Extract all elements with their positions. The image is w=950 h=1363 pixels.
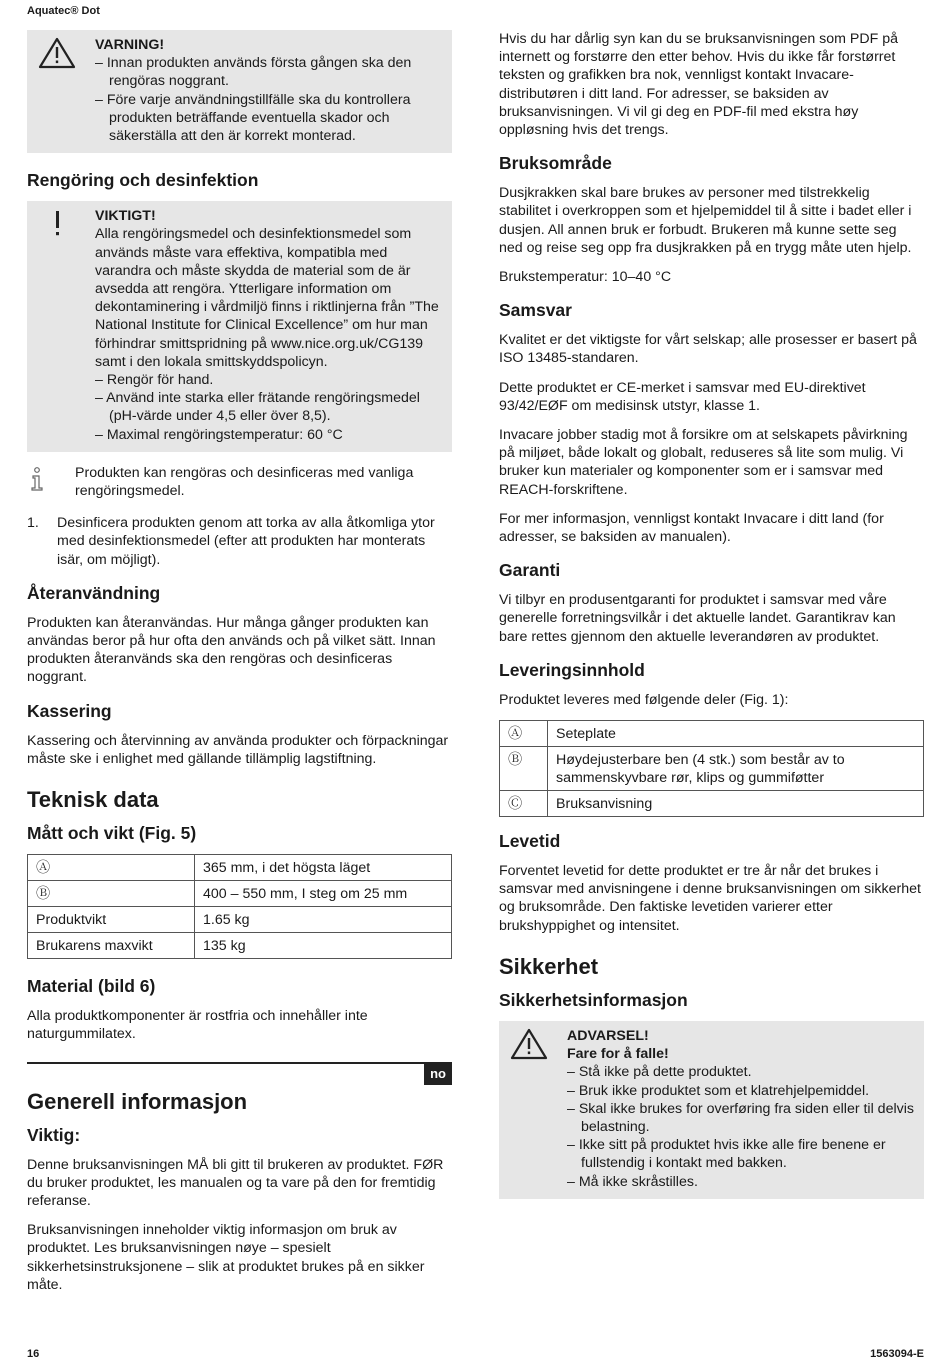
disposal-heading: Kassering [27,700,112,721]
left-column [27,30,452,1305]
safety-warning-box [499,1021,924,1199]
page-number: 16 [27,1348,40,1360]
use-text: Dusjkrakken skal bare brukes av personer med tilstrekkelig stabilitet i overkroppen som et hjelpemiddel til å sitte i badet eller i dusjen. All annen bruk er forbudt. Brukeren må kunne sette seg ned og reise seg opp fra dusjkrakken på en trygg måte uten hjelp. [499,185,912,256]
use-temp: Brukstemperatur: 10–40 °C [499,269,672,286]
material-heading: Material (bild 6) [27,976,156,997]
conformity-heading: Samsvar [499,300,572,321]
table-cell: Seteplate [548,721,924,747]
table-row [500,791,924,817]
table-cell: Ⓑ [28,881,195,907]
info-note [27,464,452,500]
table-cell: Produktvikt [28,907,195,933]
table-cell: 1.65 kg [195,907,452,933]
table-row [28,907,452,933]
important-item: – Maximal rengöringstemperatur: 60 °C [95,426,444,444]
table-cell: 365 mm, i det högsta läget [195,855,452,881]
table-row [28,855,452,881]
safety-item: – Stå ikke på dette produktet. [567,1063,916,1081]
doc-code: 1563094-E [870,1348,924,1360]
general-sub: Viktig: [27,1124,81,1145]
warranty-text: Vi tilbyr en produsentgaranti for produktet i samsvar med våre generelle forretningsvilkår i det aktuelle landet. Garantikrav kan bare rettes gjennom den aktuelle leverandøren av produktet. [499,592,896,645]
table-row [28,933,452,959]
table-cell: Ⓒ [500,791,548,817]
table-cell: Ⓑ [500,747,548,791]
step-number: 1. [27,515,39,532]
safety-item: – Må ikke skråstilles. [567,1173,916,1191]
important-title: VIKTIGT! [95,208,156,225]
table-cell: Ⓐ [500,721,548,747]
use-heading: Bruksområde [499,153,612,174]
warning-triangle-icon [37,36,95,145]
lifetime-text: Forventet levetid for dette produktet er tre år når det brukes i samsvar med anvisningene i denne bruksanvisningen om sikkerhet og bruksområde. Den faktiske levetiden varierer etter brukshyppighet og intensitet. [499,863,921,934]
exclamation-icon [37,207,95,444]
important-text: Alla rengöringsmedel och desinfektionsmedel som används måste vara effektiva, kompatibla med varandra och måste skydda de material som de är avsedda att rengöra. Ytterligare information om dekontaminering i vårdmiljö finns i riktlinjerna från ”The National Institute for Clinical Excellence” om hur man förhindrar smittspridning på www.nice.org.uk/CG139 samt i den lokala smittskyddspolicyn. [95,226,439,370]
dims-heading: Mått och vikt (Fig. 5) [27,823,197,844]
safety-warn-sub: Fare for å falle! [567,1046,669,1063]
cleaning-heading: Rengöring och desinfektion [27,170,259,191]
delivery-table [499,720,924,817]
header-title: Aquatec® Dot [27,5,100,17]
conformity-p2: Dette produktet er CE-merket i samsvar med EU-direktivet 93/42/EØF om medisinsk utstyr, klasse 1. [499,379,866,414]
table-cell: Høydejusterbare ben (4 stk.) som består av to sammenskyvbare rør, klips og gummiføtter [548,747,924,791]
cleaning-step [27,514,452,569]
safety-item: – Skal ikke brukes for overføring fra siden eller til delvis belastning. [567,1100,916,1136]
conformity-p4: For mer informasjon, vennligst kontakt Invacare i ditt land (for adresser, se baksiden av manualen). [499,510,884,546]
disposal-text: Kassering och återvinning av använda produkter och förpackningar måste ske i enlighet med gällande tillämplig lagstiftning. [27,732,449,767]
tech-heading: Teknisk data [27,787,159,813]
delivery-heading: Leveringsinnhold [499,659,645,680]
language-tag: no [424,1064,452,1085]
table-row [500,747,924,791]
important-list [95,371,444,444]
safety-item: – Bruk ikke produktet som et klatrehjelpemiddel. [567,1082,916,1100]
conformity-p1: Kvalitet er det viktigste for vårt selskap; alle prosesser er basert på ISO 13485-standaren. [499,332,917,367]
warning-item: – Före varje användningstillfälle ska du kontrollera produkten beträffande eventuella skador och säkerställa att den är korrekt monterad. [95,91,444,146]
delivery-intro: Produktet leveres med følgende deler (Fig. 1): [499,691,789,708]
safety-item: – Ikke sitt på produktet hvis ikke alle fire benene er fullstendig i kontakt med bakken. [567,1136,916,1172]
safety-warn-title: ADVARSEL! [567,1027,649,1044]
info-icon [27,464,75,500]
reuse-text: Produkten kan återanvändas. Hur många gånger produkten kan användas beror på hur ofta den används och på vilket sätt. Innan produkten återanvänds ska den rengöras och desinficeras noggrant. [27,614,436,686]
safety-list [567,1063,916,1190]
right-column [499,30,924,1211]
general-p1: Denne bruksanvisningen MÅ bli gitt til brukeren av produktet. FØR du bruker produktet, les manualen og ta vare på den for fremtidig referanse. [27,1156,444,1209]
info-note-text: Produkten kan rengöras och desinficeras med vanliga rengöringsmedel. [75,464,414,500]
conformity-p3: Invacare jobber stadig mot å forsikre om at selskapets påvirkning på miljøet, både lokalt og globalt, reduseres så lite som mulig. Vi bruker kun materialer og komponenter som er i samsvar med REACH-forskriftene. [499,427,908,498]
warning-box [27,30,452,153]
lifetime-heading: Levetid [499,831,561,852]
warning-title: VARNING! [95,37,165,53]
general-heading: Generell informasjon [27,1088,248,1114]
warning-item: – Innan produkten används första gången ska den rengöras noggrant. [95,54,444,90]
table-cell: Ⓐ [28,855,195,881]
step-text: Desinficera produkten genom att torka av alla åtkomliga ytor med desinfektionsmedel (efter att produkten har monterats isär, om möjligt). [57,515,435,568]
warning-triangle-icon [509,1027,567,1191]
section-divider [27,1062,452,1088]
warranty-heading: Garanti [499,560,561,581]
important-item: – Använd inte starka eller frätande rengöringsmedel (pH-värde under 4,5 eller över 8,5). [95,389,444,425]
table-row [28,881,452,907]
reuse-heading: Återanvändning [27,582,161,603]
important-box [27,201,452,452]
pdf-text: Hvis du har dårlig syn kan du se bruksanvisningen som PDF på internett og forstørre den etter behov. Hvis du ikke får forstørret teksten og grafikken bra nok, vennligst kontakt Invacare-distributøren i ditt land. For adresser, se baksiden av bruksanvisningen. Vi vil gi deg en PDF-fil med ekstra høy oppløsning hvis det trengs. [499,31,899,139]
dims-table [27,854,452,959]
material-text: Alla produktkomponenter är rostfria och innehåller inte naturgummilatex. [27,1008,368,1043]
table-cell: 400 – 550 mm, I steg om 25 mm [195,881,452,907]
safety-sub: Sikkerhetsinformasjon [499,989,688,1010]
safety-heading: Sikkerhet [499,953,599,979]
important-item: – Rengör för hand. [95,371,444,389]
warning-list [95,54,444,145]
table-row [500,721,924,747]
table-cell: 135 kg [195,933,452,959]
table-cell: Brukarens maxvikt [28,933,195,959]
table-cell: Bruksanvisning [548,791,924,817]
general-p2: Bruksanvisningen inneholder viktig informasjon om bruk av produktet. Les bruksanvisningen nøye – spesielt sikkerhetsinstruksjonene – slik at produktet brukes på en sikker måte. [27,1222,425,1293]
